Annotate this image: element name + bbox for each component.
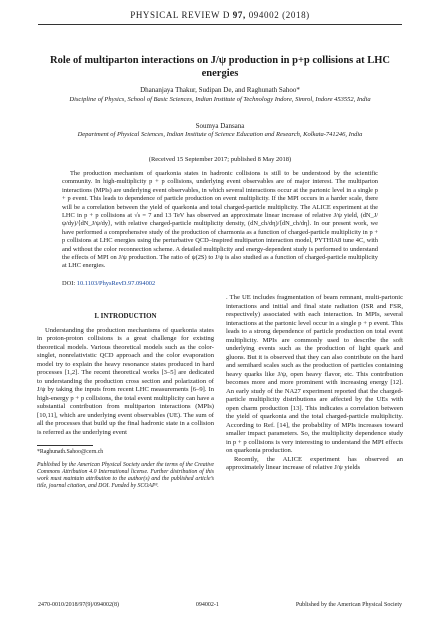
doi-line [62,280,155,287]
journal-volume: 97, [232,10,246,20]
license-note: Published by the American Physical Society under the terms of the Creative Commons Attribution 4.0 International license. Further distribution of this work must maintain attribution to the author(s) and the published article’s title, journal citation, and DOI. Funded by SCOAP³. [37,462,214,489]
header-rule [38,24,402,25]
abstract: The production mechanism of quarkonia states in hadronic collisions is still to be understood by the scientific community. In high-multiplicity p + p collisions, underlying event observables are of major interest. The multiparton interactions (MPIs) are underlying event observables, in which several interactions occur at the partonic level in a single p + p event. This leads to dependence of particle production on event multiplicity. If the MPI occurs in a harder scale, there will be a correlation between the yield of quarkonia and total charged-particle multiplicity. The ALICE experiment at the LHC in p + p collisions at √s = 7 and 13 TeV has observed an approximate linear increase of relative J/ψ yield, (dN_J/ψ/dy)/⟨dN_J/ψ/dy⟩, with relative charged-particle multiplicity density, (dN_ch/dη)/⟨dN_ch/dη⟩. In our present work, we have performed a comprehensive study of the production of charmonia as a function of charged-particle multiplicity in p + p collisions at LHC energies using the perturbative QCD–inspired multiparton interaction model, PYTHIA8 tune 4C, with and without the color reconnection scheme. A detailed multiplicity and energy-dependent study is performed to understand the effects of MPI on J/ψ production. The ratio of ψ(2S) to J/ψ is also studied as a function of charged-particle multiplicity at LHC energies. [62,170,378,270]
right-column [226,294,403,473]
corresponding-email: *Raghunath.Sahoo@cern.ch [37,449,104,455]
left-column [37,296,214,490]
doi-link[interactable]: 10.1103/PhysRevD.97.094002 [76,280,156,287]
affiliation-2: Department of Physical Sciences, Indian Institute of Science Education and Research, Kolkata-741246, India [77,131,363,138]
page-footer [38,602,402,608]
footnote-rule [37,445,93,446]
intro-paragraph-left: Understanding the production mechanisms of quarkonia states in proton-proton collisions is a great challenge for existing theoretical models. Various theoretical models such as the color-singlet, nonrelativistic QCD approach and the color evaporation model try to explain the heavy resonance states produced in hard processes [1,2]. The recent theoretical works [3–5] are dedicated to understanding the production cross section and polarization of J/ψ by taking the inputs from recent LHC measurements [6–9]. In high-energy p + p collisions, the total event multiplicity can have a substantial contribution from multiparton interactions (MPIs) [10,11], which are underlying event observables (UE). The sum of all the processes that build up the final hadronic state in a collision is referred as the underlying event [37,326,214,436]
journal-name: PHYSICAL REVIEW D [130,10,230,20]
journal-year: (2018) [282,10,310,20]
author-list: Dhananjaya Thakur, Sudipan De, and Raghunath Sahoo* [140,86,300,94]
affiliation-1: Discipline of Physics, School of Basic Sciences, Indian Institute of Technology Indore, Simrol, Indore 453552, India [69,96,371,103]
doi-label: DOI: [62,280,76,287]
intro-paragraph-right-1: . The UE includes fragmentation of beam remnant, multi-partonic interactions and initial and final state radiation (ISR and FSR, respectively) associated with each interaction. In MPIs, several interactions at the partonic level occur in a single p + p event. This leads to a strong dependence of particle production on total event multiplicity. MPIs are commonly used to describe the soft underlying events such as the production of light quark and gluons. But it is observed that they can also contribute on the hard and semihard scales such as the production of particles containing heavy quarks like J/ψ, open heavy flavor, etc. This contribution becomes more and more prominent with increasing energy [12]. An early study of the NA27 experiment reported that the charged-particle multiplicity distributions are affected by the UEs with open charm production [13]. This indicates a correlation between the yield of quarkonia and the total charged-particle multiplicity. According to Ref. [14], the probability of MPIs increases toward smaller impact parameters. So, the multiplicity dependence study in p + p collisions is very interesting to understand the MPI effects on quarkonia production. [226,294,403,454]
received-dates: (Received 15 September 2017; published 8 May 2018) [148,156,292,163]
journal-header [0,10,440,20]
author-list-2: Soumya Dansana [195,122,245,130]
footer-page-number: 094002-1 [195,602,219,608]
section-heading: I. INTRODUCTION [94,312,157,320]
footer-issn: 2470-0010/2018/97(9)/094002(8) [38,602,119,608]
intro-paragraph-right-2: Recently, the ALICE experiment has observed an approximately linear increase of relative J/ψ yields [226,455,403,471]
article-number: 094002 [248,10,280,20]
footer-publisher: Published by the American Physical Society [295,602,402,608]
article-title: Role of multiparton interactions on J/ψ production in p+p collisions at LHC energies [49,55,390,79]
